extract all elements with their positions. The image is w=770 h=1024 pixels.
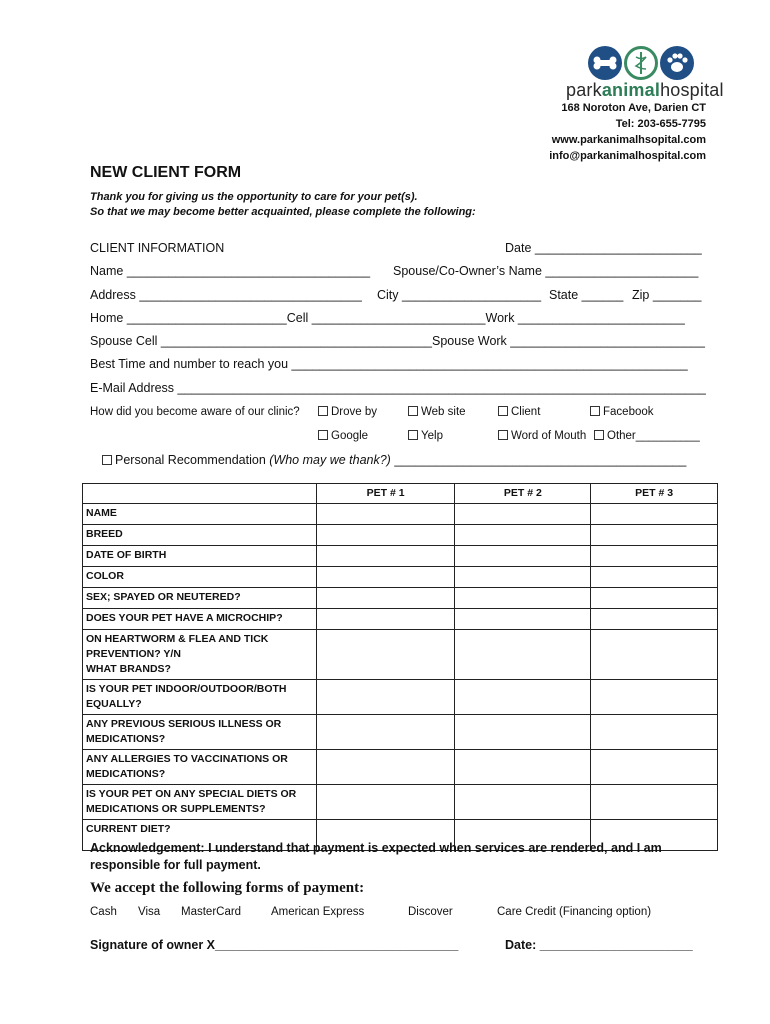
option-word-of-mouth[interactable]: Word of Mouth [498,428,586,444]
bone-icon [588,46,622,80]
checkbox-icon[interactable] [590,406,600,416]
pet-entry-cell[interactable] [316,567,455,588]
pet-entry-cell[interactable] [455,525,591,546]
form-title: NEW CLIENT FORM [90,164,242,181]
pet-entry-cell[interactable] [316,546,455,567]
name-field[interactable]: Name ___________________________________ [90,264,371,278]
pet-entry-cell[interactable] [455,715,591,750]
client-section-heading: CLIENT INFORMATION [90,241,225,255]
table-row [83,715,718,750]
intro-line-2: So that we may become better acquainted, please complete the following: [90,206,476,218]
paw-icon [660,46,694,80]
signature-date-field[interactable]: Date: ______________________ [505,938,693,952]
row-label: COLOR [83,567,317,588]
option-client[interactable]: Client [498,404,540,420]
pet-entry-cell[interactable] [316,785,455,820]
pet-entry-cell[interactable] [455,588,591,609]
signature-field[interactable]: Signature of owner X___________________________________ [90,938,459,952]
spouse-name-field[interactable]: Spouse/Co-Owner’s Name ______________________ [393,264,699,278]
pet-entry-cell[interactable] [591,588,718,609]
pet-entry-cell[interactable] [591,680,718,715]
clinic-email: info@parkanimalhospital.com [549,150,706,162]
pet-entry-cell[interactable] [455,609,591,630]
table-header: PET # 2 [455,484,591,504]
row-label: DATE OF BIRTH [83,546,317,567]
table-row [83,546,718,567]
phone-fields[interactable]: Home _______________________Cell _________________________Work ________________________ [90,311,685,325]
pet-entry-cell[interactable] [316,609,455,630]
hospital-logo [588,46,708,82]
caduceus-icon [624,46,658,80]
pet-entry-cell[interactable] [591,525,718,546]
pet-entry-cell[interactable] [455,630,591,680]
aware-question: How did you become aware of our clinic? [90,406,300,418]
pet-entry-cell[interactable] [455,750,591,785]
table-row [83,567,718,588]
personal-recommendation[interactable]: Personal Recommendation (Who may we thank?) __________________________________________ [102,452,686,468]
table-header-row [83,484,718,504]
table-row [83,588,718,609]
row-label: ON HEARTWORM & FLEA AND TICK PREVENTION? Y/N WHAT BRANDS? [83,630,317,680]
pet-entry-cell[interactable] [455,680,591,715]
pet-entry-cell[interactable] [455,504,591,525]
option-yelp[interactable]: Yelp [408,428,443,444]
table-row [83,750,718,785]
row-label: IS YOUR PET ON ANY SPECIAL DIETS OR MEDICATIONS OR SUPPLEMENTS? [83,785,317,820]
pet-info-table [82,483,718,851]
row-label: BREED [83,525,317,546]
spouse-phone-fields[interactable]: Spouse Cell _______________________________________Spouse Work ____________________________ [90,334,705,348]
table-row [83,504,718,525]
pet-entry-cell[interactable] [316,525,455,546]
table-row [83,525,718,546]
table-header: PET # 3 [591,484,718,504]
payment-method: Care Credit (Financing option) [497,906,652,918]
checkbox-icon[interactable] [102,455,112,465]
state-field[interactable]: State ______ [549,288,624,302]
payment-method: MasterCard [181,906,242,918]
clinic-contact [549,100,706,164]
pet-entry-cell[interactable] [316,504,455,525]
checkbox-icon[interactable] [318,430,328,440]
checkbox-icon[interactable] [594,430,604,440]
pet-entry-cell[interactable] [455,567,591,588]
date-field[interactable]: Date ________________________ [505,241,702,255]
row-label: SEX; SPAYED OR NEUTERED? [83,588,317,609]
pet-entry-cell[interactable] [455,785,591,820]
table-row [83,609,718,630]
payment-method: Cash [90,906,117,918]
table-header [83,484,317,504]
option-google[interactable]: Google [318,428,368,444]
row-label: IS YOUR PET INDOOR/OUTDOOR/BOTH EQUALLY? [83,680,317,715]
pet-entry-cell[interactable] [591,785,718,820]
option-web-site[interactable]: Web site [408,404,466,420]
pet-entry-cell[interactable] [591,504,718,525]
row-label: DOES YOUR PET HAVE A MICROCHIP? [83,609,317,630]
pet-entry-cell[interactable] [591,609,718,630]
row-label: NAME [83,504,317,525]
pet-entry-cell[interactable] [316,750,455,785]
checkbox-icon[interactable] [408,430,418,440]
pet-entry-cell[interactable] [591,567,718,588]
table-row [83,630,718,680]
option-drove-by[interactable]: Drove by [318,404,377,420]
row-label: ANY PREVIOUS SERIOUS ILLNESS OR MEDICATIONS? [83,715,317,750]
pet-entry-cell[interactable] [316,715,455,750]
clinic-website: www.parkanimalhsopital.com [551,134,706,146]
pet-entry-cell[interactable] [316,588,455,609]
form-intro [90,190,476,220]
logo-wordmark: parkanimalhospital [566,80,724,100]
pet-entry-cell[interactable] [591,630,718,680]
zip-field[interactable]: Zip _______ [632,288,702,302]
clinic-address: 168 Noroton Ave, Darien CT [561,102,706,114]
checkbox-icon[interactable] [498,430,508,440]
address-field[interactable]: Address ________________________________ [90,288,362,302]
payment-method: Discover [408,906,453,918]
intro-line-1: Thank you for giving us the opportunity to care for your pet(s). [90,191,418,203]
table-row [83,785,718,820]
payment-method: Visa [138,906,161,918]
checkbox-icon[interactable] [318,406,328,416]
pet-entry-cell[interactable] [591,715,718,750]
pet-entry-cell[interactable] [591,546,718,567]
table-header: PET # 1 [316,484,455,504]
option-other[interactable]: Other__________ [594,428,700,444]
option-facebook[interactable]: Facebook [590,404,654,420]
pet-entry-cell[interactable] [316,630,455,680]
acknowledgement: Acknowledgement: I understand that payment is expected when services are rendered, and I am responsible for full payment. [90,841,662,872]
pet-entry-cell[interactable] [591,750,718,785]
clinic-phone: Tel: 203-655-7795 [615,118,706,130]
payment-heading: We accept the following forms of payment: [90,880,365,896]
payment-method: American Express [271,906,365,918]
pet-entry-cell[interactable] [316,680,455,715]
checkbox-icon[interactable] [408,406,418,416]
email-field[interactable]: E-Mail Address ____________________________________________________________________________ [90,381,706,395]
row-label: ANY ALLERGIES TO VACCINATIONS OR MEDICATIONS? [83,750,317,785]
pet-entry-cell[interactable] [455,546,591,567]
checkbox-icon[interactable] [498,406,508,416]
table-row [83,680,718,715]
row-label: CURRENT DIET? [83,820,317,851]
best-time-field[interactable]: Best Time and number to reach you _________________________________________________________ [90,357,688,371]
city-field[interactable]: City ____________________ [377,288,542,302]
